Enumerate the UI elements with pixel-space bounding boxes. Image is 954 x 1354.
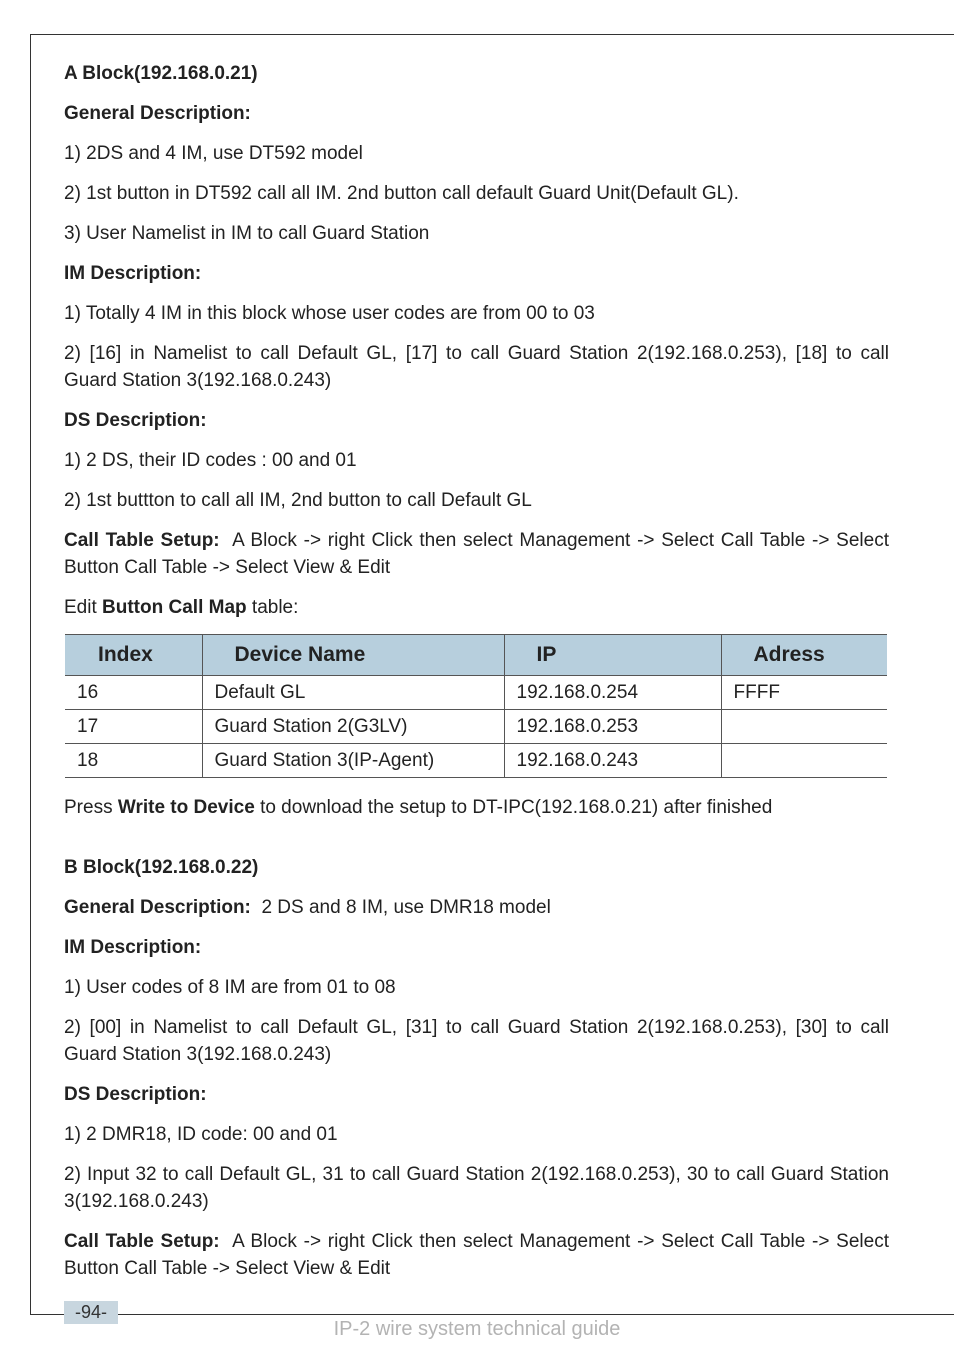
a-ds-item: 1) 2 DS, their ID codes : 00 and 01 bbox=[64, 450, 357, 471]
page-frame-left bbox=[30, 34, 31, 1314]
b-block-title: B Block(192.168.0.22) bbox=[64, 857, 259, 878]
page-number: -94- bbox=[64, 1301, 118, 1324]
table-row bbox=[65, 710, 887, 744]
a-press-prefix: Press bbox=[64, 797, 113, 818]
a-im-label: IM Description: bbox=[64, 263, 202, 284]
b-call-setup-label: Call Table Setup: bbox=[64, 1231, 220, 1252]
b-general-text: 2 DS and 8 IM, use DMR18 model bbox=[261, 897, 551, 918]
section-gap bbox=[64, 834, 889, 854]
b-ds-item: 1) 2 DMR18, ID code: 00 and 01 bbox=[64, 1124, 338, 1145]
a-edit-prefix: Edit bbox=[64, 597, 97, 618]
a-im-item: 1) Totally 4 IM in this block whose user codes are from 00 to 03 bbox=[64, 303, 595, 324]
cell-adress bbox=[721, 710, 887, 744]
table-row bbox=[65, 744, 887, 778]
b-general-label: General Description: bbox=[64, 897, 251, 918]
cell-ip: 192.168.0.254 bbox=[504, 676, 721, 710]
b-ds-item: 2) Input 32 to call Default GL, 31 to call Guard Station 2(192.168.0.253), 30 to call Guard Station 3(192.168.0.243) bbox=[64, 1164, 889, 1212]
a-press-bold: Write to Device bbox=[117, 797, 255, 818]
cell-device-name: Guard Station 2(G3LV) bbox=[202, 710, 504, 744]
a-call-setup-label: Call Table Setup: bbox=[64, 530, 220, 551]
cell-index: 17 bbox=[65, 710, 202, 744]
a-general-item: 2) 1st button in DT592 call all IM. 2nd button call default Guard Unit(Default GL). bbox=[64, 183, 739, 204]
cell-device-name: Guard Station 3(IP-Agent) bbox=[202, 744, 504, 778]
a-press-line bbox=[64, 794, 889, 821]
page-content bbox=[64, 60, 889, 1295]
a-call-setup bbox=[64, 527, 889, 581]
b-im-label: IM Description: bbox=[64, 937, 202, 958]
cell-device-name: Default GL bbox=[202, 676, 504, 710]
page-frame-bottom bbox=[30, 1314, 954, 1315]
footer-title: IP-2 wire system technical guide bbox=[333, 1318, 621, 1340]
table-header-row bbox=[65, 635, 887, 676]
header-ip: IP bbox=[504, 635, 721, 676]
a-ds-label: DS Description: bbox=[64, 410, 207, 431]
table-row bbox=[65, 676, 887, 710]
page-frame-top bbox=[30, 34, 954, 35]
a-press-suffix: to download the setup to DT-IPC(192.168.0.21) after finished bbox=[260, 797, 773, 818]
a-general-item: 1) 2DS and 4 IM, use DT592 model bbox=[64, 143, 363, 164]
a-general-label: General Description: bbox=[64, 103, 251, 124]
cell-adress: FFFF bbox=[721, 676, 887, 710]
a-edit-line bbox=[64, 594, 889, 621]
a-edit-bold: Button Call Map bbox=[102, 597, 247, 618]
b-call-setup bbox=[64, 1228, 889, 1282]
button-call-map-table bbox=[65, 634, 887, 778]
b-im-item: 1) User codes of 8 IM are from 01 to 08 bbox=[64, 977, 396, 998]
header-index: Index bbox=[65, 635, 202, 676]
header-device-name: Device Name bbox=[202, 635, 504, 676]
a-edit-suffix: table: bbox=[251, 597, 299, 618]
cell-index: 16 bbox=[65, 676, 202, 710]
cell-ip: 192.168.0.243 bbox=[504, 744, 721, 778]
b-general-line bbox=[64, 894, 889, 921]
b-call-setup-text: A Block -> right Click then select Management -> Select Call Table -> Select Button Call Table -> Select View & Edit bbox=[64, 1231, 889, 1279]
a-general-item: 3) User Namelist in IM to call Guard Station bbox=[64, 223, 430, 244]
b-ds-label: DS Description: bbox=[64, 1084, 207, 1105]
a-ds-item: 2) 1st buttton to call all IM, 2nd button to call Default GL bbox=[64, 490, 532, 511]
a-call-setup-text: A Block -> right Click then select Management -> Select Call Table -> Select Button Call Table -> Select View & Edit bbox=[64, 530, 889, 578]
cell-ip: 192.168.0.253 bbox=[504, 710, 721, 744]
a-im-item: 2) [16] in Namelist to call Default GL, [17] to call Guard Station 2(192.168.0.253), [18] to call Guard Station 3(192.168.0.243) bbox=[64, 343, 889, 391]
cell-index: 18 bbox=[65, 744, 202, 778]
b-im-item: 2) [00] in Namelist to call Default GL, [31] to call Guard Station 2(192.168.0.253), [30] to call Guard Station 3(192.168.0.243) bbox=[64, 1017, 889, 1065]
header-adress: Adress bbox=[721, 635, 887, 676]
cell-adress bbox=[721, 744, 887, 778]
a-block-title: A Block(192.168.0.21) bbox=[64, 63, 258, 84]
